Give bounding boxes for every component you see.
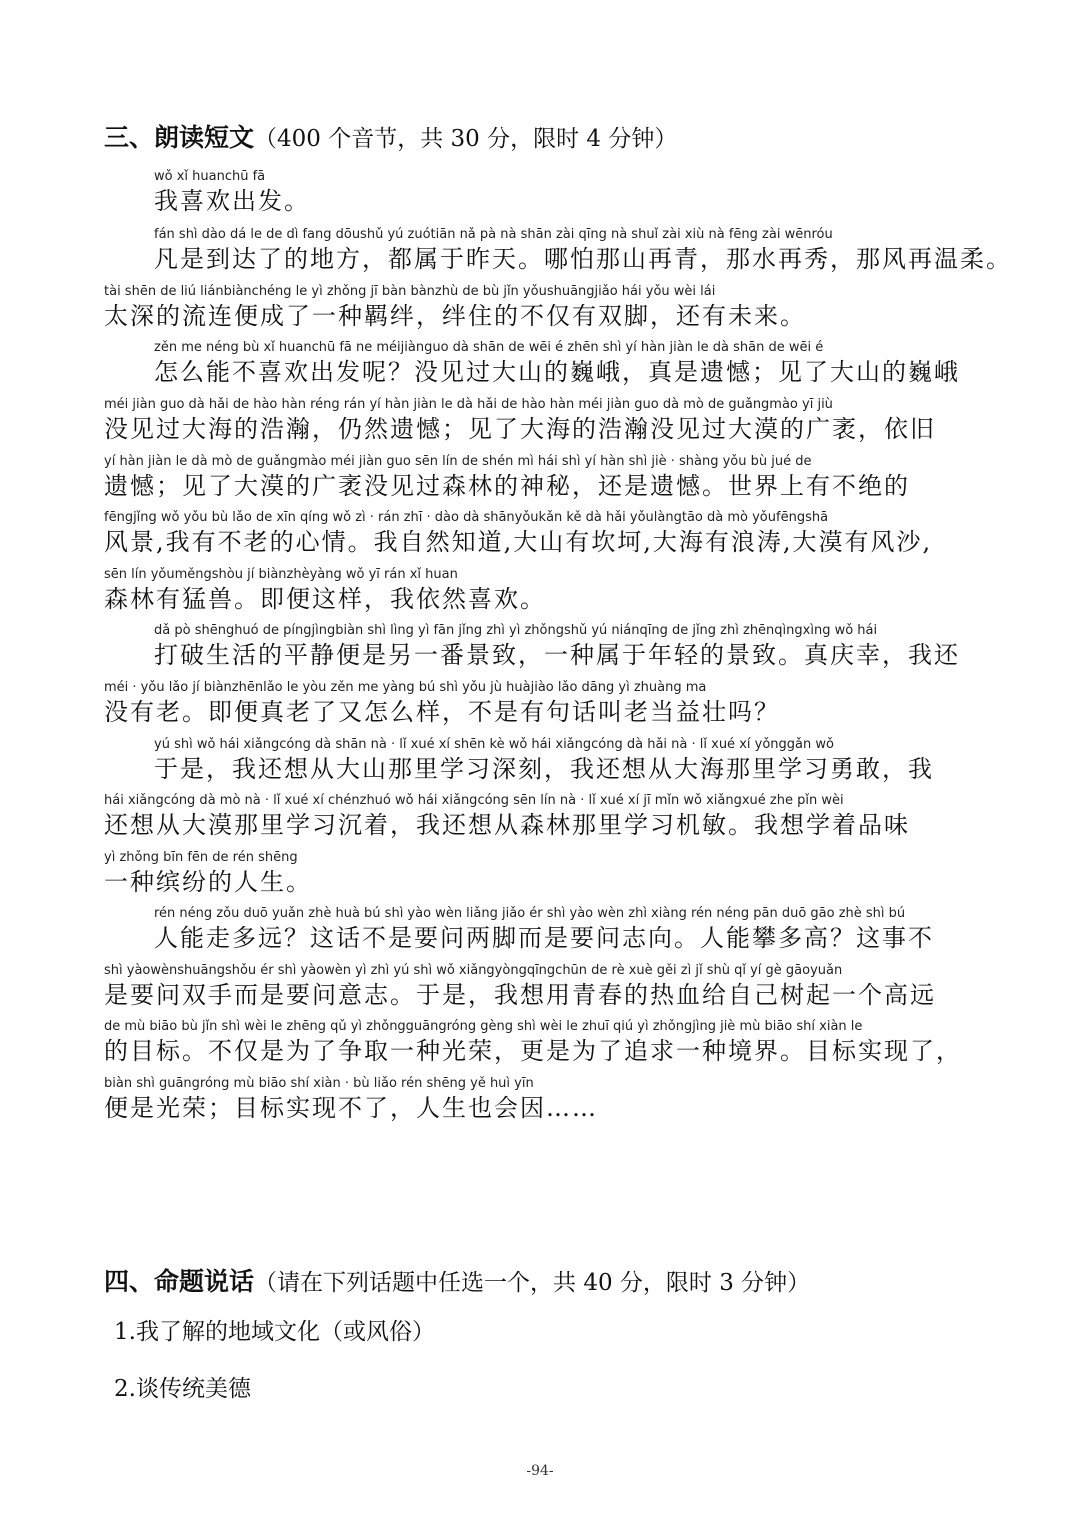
pinyin-line: zěn me néng bù xǐ huanchū fā ne méijiànguo dà shān de wēi é zhēn shì yí hàn jiàn le dà shān de wēi é (154, 340, 824, 355)
pinyin-line: biàn shì guāngróng mù biāo shí xiàn · bù liǎo rén shēng yě huì yīn (104, 1076, 534, 1091)
pinyin-line: méi · yǒu lǎo jí biànzhēnlǎo le yòu zěn me yàng bú shì yǒu jù huàjiào lǎo dāng yì zhuàng ma (104, 680, 707, 695)
hanzi-line: 遗憾；见了大漠的广袤没见过森林的神秘，还是遗憾。世界上有不绝的 (104, 472, 910, 500)
pinyin-line: yú shì wǒ hái xiǎngcóng dà shān nà · lǐ xué xí shēn kè wǒ hái xiǎngcóng dà hǎi nà · lǐ xué xí yǒnggǎn wǒ (154, 737, 834, 752)
hanzi-line: 怎么能不喜欢出发呢？没见过大山的巍峨，真是遗憾；见了大山的巍峨 (154, 358, 960, 386)
section-4-requirements: （请在下列话题中任选一个，共 40 分，限时 3 分钟） (254, 1270, 811, 1296)
hanzi-line: 凡是到达了的地方，都属于昨天。哪怕那山再青，那水再秀，那风再温柔。 (154, 245, 1012, 273)
passage-line (154, 226, 1054, 274)
passage-line (154, 168, 1054, 216)
section-4-title: 四、命题说话 (104, 1267, 255, 1296)
pinyin-line: fēngjǐng wǒ yǒu bù lǎo de xīn qíng wǒ zì · rán zhī · dào dà shānyǒukǎn kě dà hǎi yǒulàngtāo dà mò yǒufēngshā (104, 510, 829, 525)
pinyin-line: sēn lín yǒuměngshòu jí biànzhèyàng wǒ yī rán xǐ huan (104, 567, 458, 582)
section-4-heading (104, 1262, 810, 1298)
page-number: -94- (526, 1463, 554, 1479)
hanzi-line: 没见过大海的浩瀚，仍然遗憾；见了大海的浩瀚没见过大漠的广袤，依旧 (104, 415, 936, 443)
pinyin-line: shì yàowènshuāngshǒu ér shì yàowèn yì zhì yú shì wǒ xiǎngyòngqīngchūn de rè xuè gěi zì jǐ shù qǐ yí gè gāoyuǎn (104, 963, 843, 978)
pinyin-line: tài shēn de liú liánbiànchéng le yì zhǒng jī bàn bànzhù de bù jǐn yǒushuāngjiǎo hái yǒu wèi lái (104, 284, 716, 299)
passage-line (104, 679, 1004, 727)
topic-item: 2.谈传统美德 (114, 1376, 251, 1402)
section-3-title: 三、朗读短文 (104, 123, 255, 152)
passage-line (154, 622, 1054, 670)
passage-line (104, 283, 1004, 331)
pinyin-line: hái xiǎngcóng dà mò nà · lǐ xué xí chénzhuó wǒ hái xiǎngcóng sēn lín nà · lǐ xué xí jī mǐn wǒ xiǎngxué zhe pǐn wèi (104, 793, 844, 808)
topic-item: 1.我了解的地域文化（或风俗） (114, 1319, 435, 1345)
pinyin-line: wǒ xǐ huanchū fā (154, 169, 266, 184)
hanzi-line: 人能走多远？这话不是要问两脚而是要问志向。人能攀多高？这事不 (154, 924, 934, 952)
hanzi-line: 风景,我有不老的心情。我自然知道,大山有坎坷,大海有浪涛,大漠有风沙, (104, 528, 933, 556)
hanzi-line: 我喜欢出发。 (154, 187, 310, 215)
hanzi-line: 是要问双手而是要问意志。于是，我想用青春的热血给自己树起一个高远 (104, 981, 936, 1009)
hanzi-line: 便是光荣；目标实现不了，人生也会因…… (104, 1094, 598, 1122)
pinyin-line: fán shì dào dá le de dì fang dōushǔ yú zuótiān nǎ pà nà shān zài qīng nà shuǐ zài xiù nà fēng zài wēnróu (154, 227, 833, 242)
passage-line (104, 396, 1004, 444)
section-3-heading (104, 118, 677, 154)
hanzi-line: 打破生活的平静便是另一番景致，一种属于年轻的景致。真庆幸，我还 (154, 641, 960, 669)
passage-line (104, 1075, 1004, 1123)
pinyin-line: de mù biāo bù jǐn shì wèi le zhēng qǔ yì zhǒngguāngróng gèng shì wèi le zhuī qiú yì zhǒngjìng jiè mù biāo shí xiàn le (104, 1019, 863, 1034)
hanzi-line: 的目标。不仅是为了争取一种光荣，更是为了追求一种境界。目标实现了， (104, 1037, 962, 1065)
passage-line (104, 792, 1004, 840)
pinyin-line: yì zhǒng bīn fēn de rén shēng (104, 850, 298, 865)
hanzi-line: 一种缤纷的人生。 (104, 868, 312, 896)
hanzi-line: 于是，我还想从大山那里学习深刻，我还想从大海那里学习勇敢，我 (154, 755, 934, 783)
pinyin-line: dǎ pò shēnghuó de píngjìngbiàn shì lìng yì fān jǐng zhì yì zhǒngshǔ yú niánqīng de jǐng zhì zhēnqìngxìng wǒ hái (154, 623, 878, 638)
pinyin-line: yí hàn jiàn le dà mò de guǎngmào méi jiàn guo sēn lín de shén mì hái shì yí hàn shì jiè · shàng yǒu bù jué de (104, 454, 812, 469)
hanzi-line: 太深的流连便成了一种羁绊，绊住的不仅有双脚，还有未来。 (104, 302, 806, 330)
section-3-requirements: （400 个音节，共 30 分，限时 4 分钟） (254, 126, 678, 152)
passage-line (104, 1018, 1004, 1066)
hanzi-line: 森林有猛兽。即便这样，我依然喜欢。 (104, 585, 546, 613)
passage-line (104, 509, 1004, 557)
hanzi-line: 还想从大漠那里学习沉着，我还想从森林那里学习机敏。我想学着品味 (104, 811, 910, 839)
passage-line (154, 905, 1054, 953)
pinyin-line: rén néng zǒu duō yuǎn zhè huà bú shì yào wèn liǎng jiǎo ér shì yào wèn zhì xiàng rén néng pān duō gāo zhè shì bú (154, 906, 906, 921)
hanzi-line: 没有老。即便真老了又怎么样，不是有句话叫老当益壮吗？ (104, 698, 780, 726)
passage-line (104, 453, 1004, 501)
passage-line (104, 849, 1004, 897)
passage-line (154, 736, 1054, 784)
passage-line (104, 962, 1004, 1010)
passage-line (154, 339, 1054, 387)
pinyin-line: méi jiàn guo dà hǎi de hào hàn réng rán yí hàn jiàn le dà hǎi de hào hàn méi jiàn guo dà mò de guǎngmào yī jiù (104, 397, 833, 412)
passage-line (104, 566, 1004, 614)
